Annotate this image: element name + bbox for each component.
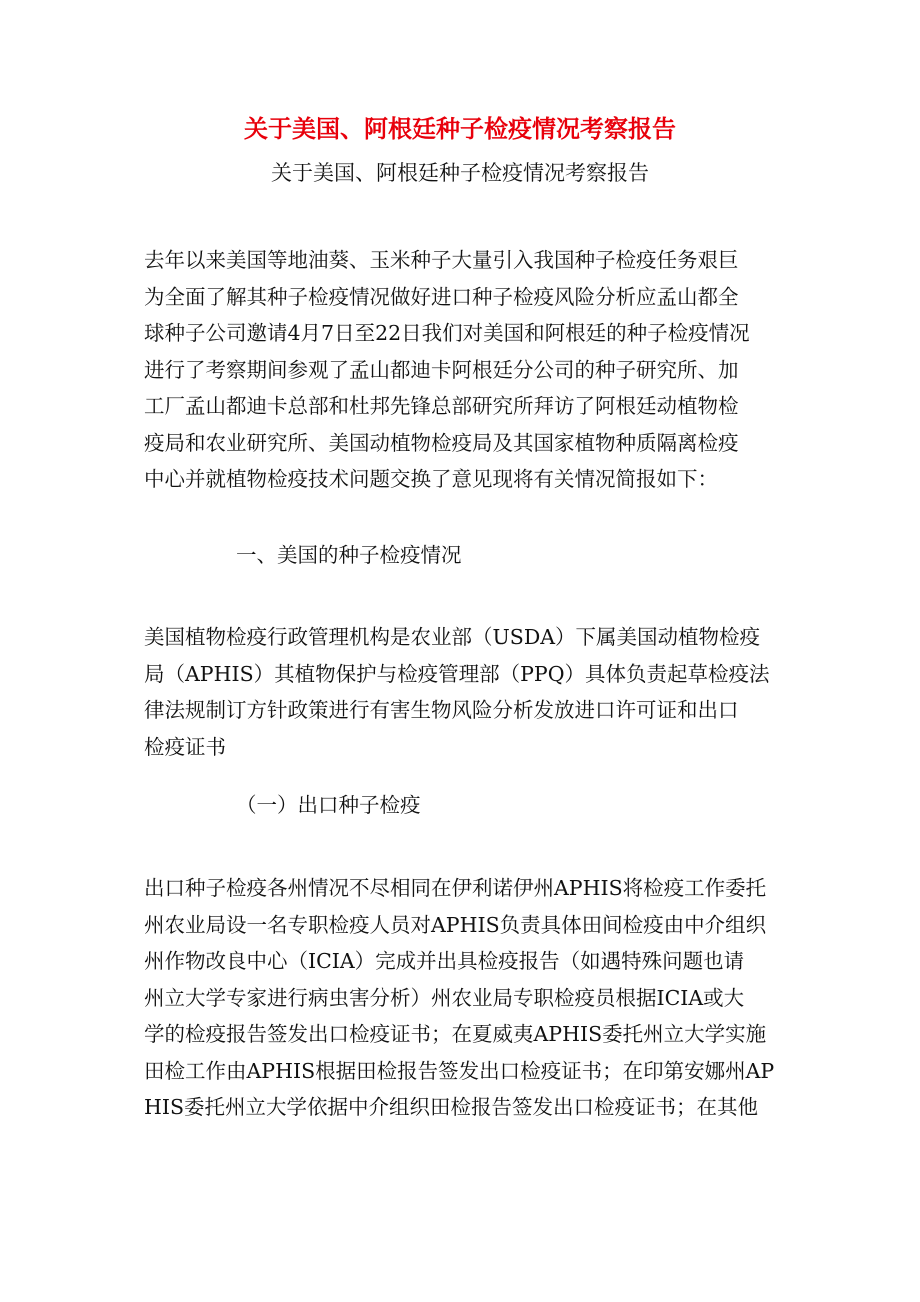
paragraph-line: 工厂孟山都迪卡总部和杜邦先锋总部研究所拜访了阿根廷动植物检 (144, 394, 739, 418)
paragraph-line: 中心并就植物检疫技术问题交换了意见现将有关情况简报如下： (144, 467, 718, 491)
paragraph-line: 学的检疫报告签发出口检疫证书；在夏威夷APHIS委托州立大学实施 (144, 1022, 767, 1046)
paragraph-line: 州农业局设一名专职检疫人员对APHIS负责具体田间检疫由中介组织 (144, 912, 767, 937)
paragraph-usda (144, 619, 784, 765)
subsection-heading: （一）出口种子检疫 (236, 793, 421, 817)
paragraph-line: 出口种子检疫各州情况不尽相同在伊利诺伊州APHIS将检疫工作委托 (144, 876, 767, 900)
paragraph-line: 进行了考察期间参观了孟山都迪卡阿根廷分公司的种子研究所、加 (144, 357, 739, 382)
paragraph-line: 局（APHIS）其植物保护与检疫管理部（PPQ）具体负责起草检疫法 (144, 661, 770, 686)
paragraph-line: 州作物改良中心（ICIA）完成并出具检疫报告（如遇特殊问题也请 (144, 949, 745, 973)
paragraph-export (144, 870, 784, 1126)
paragraph-line: 为全面了解其种子检疫情况做好进口种子检疫风险分析应孟山都全 (144, 284, 739, 309)
document-subtitle: 关于美国、阿根廷种子检疫情况考察报告 (271, 161, 649, 185)
document-title: 关于美国、阿根廷种子检疫情况考察报告 (244, 114, 676, 143)
paragraph-line: 律法规制订方针政策进行有害生物风险分析发放进口许可证和出口 (144, 698, 739, 722)
paragraph-line: HIS委托州立大学依据中介组织田检报告签发出口检疫证书；在其他 (144, 1095, 759, 1119)
paragraph-line: 去年以来美国等地油葵、玉米种子大量引入我国种子检疫任务艰巨 (144, 248, 739, 272)
paragraph-line: 田检工作由APHIS根据田检报告签发出口检疫证书；在印第安娜州AP (144, 1058, 775, 1083)
paragraph-intro (144, 242, 784, 498)
paragraph-line: 检疫证书 (144, 734, 226, 759)
paragraph-line: 球种子公司邀请4月7日至22日我们对美国和阿根廷的种子检疫情况 (144, 321, 750, 345)
paragraph-line: 美国植物检疫行政管理机构是农业部（USDA）下属美国动植物检疫 (144, 625, 761, 649)
section-heading: 一、美国的种子检疫情况 (236, 543, 462, 567)
paragraph-line: 州立大学专家进行病虫害分析）州农业局专职检疫员根据ICIA或大 (144, 985, 745, 1010)
paragraph-line: 疫局和农业研究所、美国动植物检疫局及其国家植物种质隔离检疫 (144, 430, 739, 455)
